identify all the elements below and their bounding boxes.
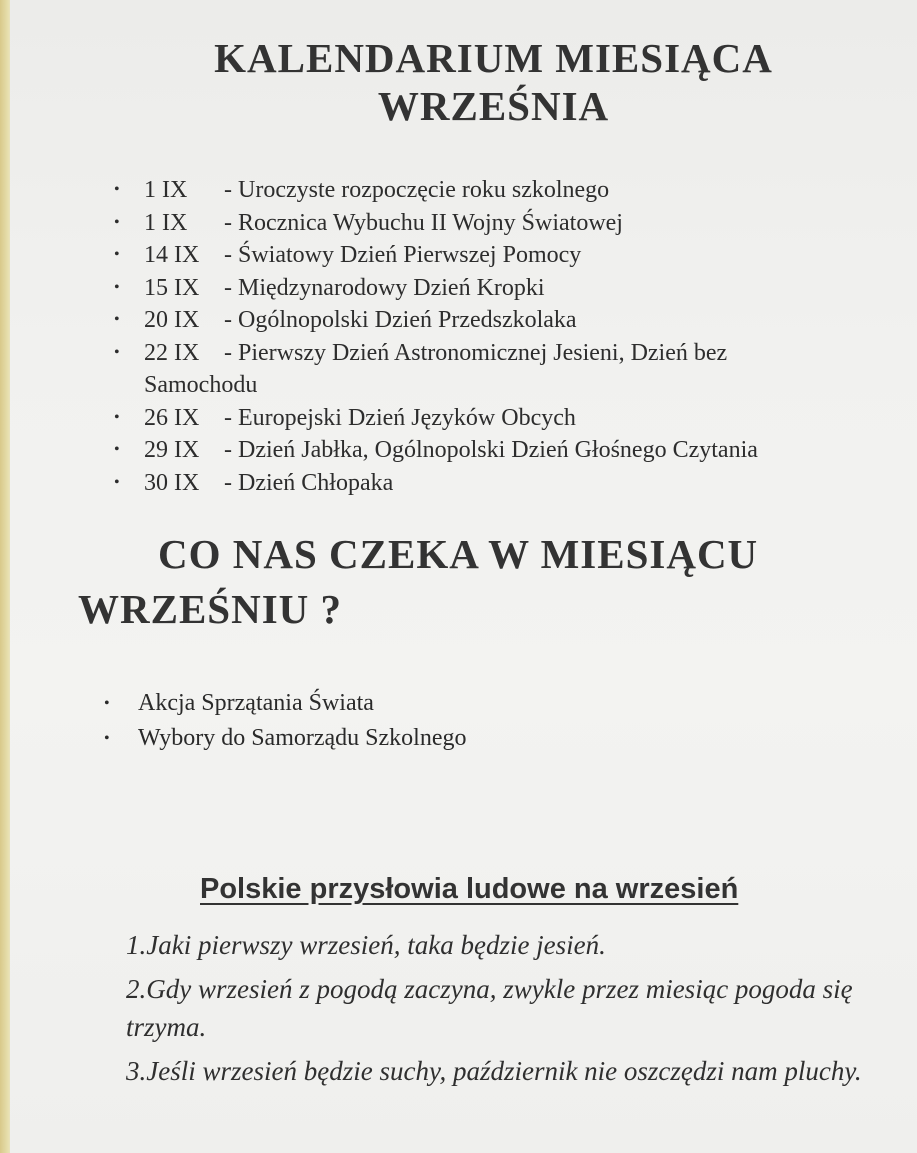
calendar-item (114, 207, 904, 240)
upcoming-heading-line-2: WRZEŚNIU ? (78, 586, 343, 632)
bullet-icon: • (104, 695, 110, 712)
upcoming-item-text: Akcja Sprzątania Świata (138, 690, 374, 716)
bullet-icon: • (114, 311, 120, 328)
calendar-event: - Dzień Chłopaka (224, 469, 394, 496)
bullet-icon: • (114, 181, 120, 198)
upcoming-item-text: Wybory do Samorządu Szkolnego (138, 725, 467, 751)
calendar-item (114, 239, 904, 272)
calendar-event: - Uroczyste rozpoczęcie roku szkolnego (224, 177, 610, 203)
proverb-item: 2.Gdy wrzesień z pogodą zaczyna, zwykle przez miesiąc pogoda się trzyma. (126, 974, 853, 1042)
upcoming-list (104, 686, 467, 756)
calendar-date: 15 IX (144, 274, 200, 301)
calendar-date: 22 IX (144, 339, 200, 366)
calendar-event: - Dzień Jabłka, Ogólnopolski Dzień Głośnego Czytania (224, 437, 758, 463)
bullet-icon: • (114, 213, 120, 231)
calendar-date: 29 IX (144, 437, 200, 463)
calendar-item (114, 402, 904, 435)
upcoming-item (104, 721, 467, 756)
calendar-event: - Ogólnopolski Dzień Przedszkolaka (224, 307, 577, 333)
document-page (10, 0, 917, 1153)
bullet-icon: • (114, 343, 120, 361)
calendar-list (114, 174, 904, 499)
calendar-date: 26 IX (144, 404, 200, 431)
page-title-line-1: KALENDARIUM MIESIĄCA (214, 35, 773, 81)
calendar-item (114, 304, 904, 337)
bullet-icon: • (114, 408, 120, 426)
calendar-date: 20 IX (144, 307, 200, 333)
bullet-icon: • (114, 246, 120, 263)
bullet-icon: • (114, 441, 120, 458)
page-title-line-2: WRZEŚNIA (377, 83, 610, 129)
proverb-item: 1.Jaki pierwszy wrzesień, taka będzie jesień. (126, 930, 606, 960)
calendar-event: - Rocznica Wybuchu II Wojny Światowej (224, 209, 623, 236)
upcoming-item (104, 686, 467, 721)
upcoming-heading-line-1: CO NAS CZEKA W MIESIĄCU (158, 531, 759, 577)
calendar-item (114, 337, 904, 402)
calendar-event-continuation: Samochodu (144, 372, 258, 398)
calendar-date: 1 IX (144, 209, 188, 236)
calendar-date: 30 IX (144, 469, 200, 496)
calendar-event: - Pierwszy Dzień Astronomicznej Jesieni, Dzień bez (224, 339, 728, 366)
calendar-item (114, 174, 904, 207)
calendar-item (114, 272, 904, 305)
calendar-item (114, 467, 904, 500)
calendar-event: - Światowy Dzień Pierwszej Pomocy (224, 242, 582, 268)
bullet-icon: • (104, 730, 110, 747)
calendar-date: 14 IX (144, 242, 200, 268)
calendar-item (114, 434, 904, 467)
bullet-icon: • (114, 278, 120, 296)
calendar-event: - Europejski Dzień Języków Obcych (224, 404, 576, 431)
calendar-date: 1 IX (144, 177, 188, 203)
proverbs-title: Polskie przysłowia ludowe na wrzesień (200, 873, 739, 905)
bullet-icon: • (114, 473, 120, 491)
proverb-item: 3.Jeśli wrzesień będzie suchy, październik nie oszczędzi nam pluchy. (126, 1056, 862, 1086)
calendar-event: - Międzynarodowy Dzień Kropki (224, 274, 545, 301)
